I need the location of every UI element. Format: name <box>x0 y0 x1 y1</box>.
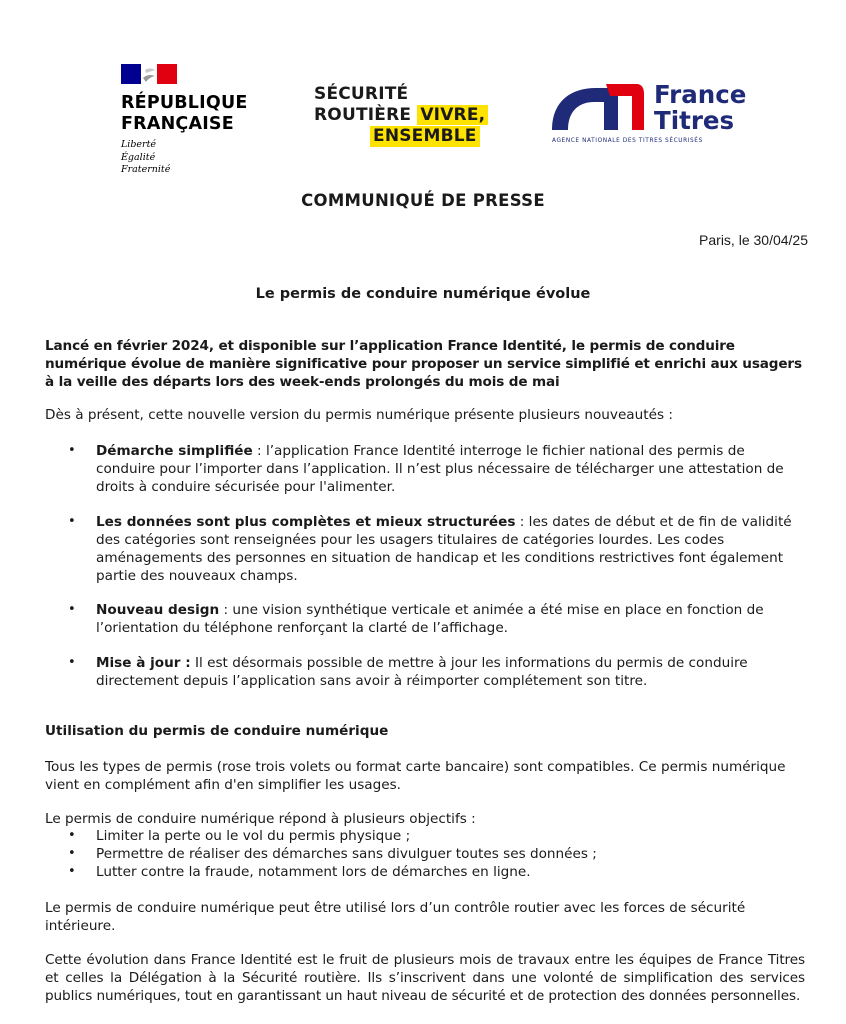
republique-francaise-logo <box>121 64 271 177</box>
novelty-heading: Les données sont plus complètes et mieux structurées <box>96 514 516 530</box>
novelty-heading: Démarche simplifiée <box>96 443 253 459</box>
bullet-icon: • <box>68 655 76 670</box>
objective-text: Limiter la perte ou le vol du permis physique ; <box>96 828 411 844</box>
novelty-text <box>96 513 808 585</box>
ft-name-line2: Titres <box>654 106 735 135</box>
bullet-icon: • <box>68 602 76 617</box>
evolution-paragraph: Cette évolution dans France Identité est le fruit de plusieurs mois de travaux entre les équipes de France Titres et celles la Délégation à la Sécurité routière. Ils s’inscrivent dans une volonté de simplification des services publics numériques, tout en garantissant un haut niveau de sécurité et de protection des données personnelles. <box>45 952 805 1004</box>
sr-line2-highlight: VIVRE, <box>417 105 488 125</box>
novelty-body: Il est désormais possible de mettre à jour les informations du permis de conduire directement depuis l’application sans avoir à réimporter complétement son titre. <box>96 655 748 689</box>
motto-egalite: Égalité <box>121 151 156 163</box>
intro-paragraph: Dès à présent, cette nouvelle version du permis numérique présente plusieurs nouveautés : <box>45 407 673 423</box>
ft-name-line1: France <box>654 80 747 109</box>
bullet-icon: • <box>68 828 76 843</box>
sr-line2-plain: ROUTIÈRE <box>314 105 412 125</box>
objective-text: Permettre de réaliser des démarches sans divulguer toutes ses données ; <box>96 846 597 862</box>
france-titres-subtitle: AGENCE NATIONALE DES TITRES SÉCURISÉS <box>552 138 703 144</box>
novelty-heading: Nouveau design <box>96 602 220 618</box>
bullet-icon: • <box>68 864 76 879</box>
bullet-icon: • <box>68 846 76 861</box>
press-release-subject: Le permis de conduire numérique évolue <box>255 286 591 302</box>
france-titres-logo <box>546 80 746 150</box>
republique-title-line1: RÉPUBLIQUE <box>121 93 248 113</box>
novelty-text <box>96 601 808 637</box>
sr-line2 <box>314 105 488 126</box>
compatibility-paragraph: Tous les types de permis (rose trois volets ou format carte bancaire) sont compatibles. Ce permis numérique vient en complément afin d'en simplifier les usages. <box>45 759 786 793</box>
section-title: Utilisation du permis de conduire numérique <box>45 723 389 739</box>
road-control-paragraph: Le permis de conduire numérique peut être utilisé lors d’un contrôle routier avec les forces de sécurité intérieure. <box>45 900 746 934</box>
objective-text: Lutter contre la fraude, notamment lors de démarches en ligne. <box>96 864 531 880</box>
lead-paragraph: Lancé en février 2024, et disponible sur l’application France Identité, le permis de conduire numérique évolue de manière significative pour proposer un service simplifié et enrichi aux usagers à la veille des départs lors des week-ends prolongés du mois de mai <box>45 338 802 390</box>
novelty-text <box>96 442 808 496</box>
marianne-flag-icon <box>121 64 177 84</box>
france-titres-name <box>654 82 746 134</box>
place-date: Paris, le 30/04/25 <box>699 232 808 248</box>
document-type-title: COMMUNIQUÉ DE PRESSE <box>301 191 545 210</box>
novelty-body: : les dates de début et de fin de validité des catégories sont renseignées pour les usagers titulaires de catégories lourdes. Les codes aménagements des personnes en situation de handicap et les conditions restrictives font également partie des nouveaux champs. <box>96 514 792 584</box>
novelty-heading: Mise à jour : <box>96 655 191 671</box>
objectives-paragraph: Le permis de conduire numérique répond à plusieurs objectifs : <box>45 811 476 827</box>
republique-title-line2: FRANÇAISE <box>121 114 234 134</box>
bullet-icon: • <box>68 443 76 458</box>
republique-motto <box>121 139 271 177</box>
motto-fraternite: Fraternité <box>121 164 171 175</box>
france-titres-emblem-icon <box>548 80 646 134</box>
novelty-body: : l’application France Identité interroge le fichier national des permis de conduire pour l’importer dans l’application. Il n’est plus nécessaire de télécharger une attestation de droits à conduire sécurisée pour l'alimenter. <box>96 443 784 495</box>
sr-line3-highlight: ENSEMBLE <box>370 126 480 147</box>
securite-routiere-logo <box>296 70 496 162</box>
sr-line1: SÉCURITÉ <box>314 84 409 104</box>
bullet-icon: • <box>68 514 76 529</box>
novelty-text <box>96 654 808 690</box>
novelty-body: : une vision synthétique verticale et animée a été mise en place en fonction de l’orientation du téléphone renforçant la clarté de l’affichage. <box>96 602 764 636</box>
motto-liberte: Liberté <box>121 139 157 150</box>
republique-title <box>121 93 271 135</box>
